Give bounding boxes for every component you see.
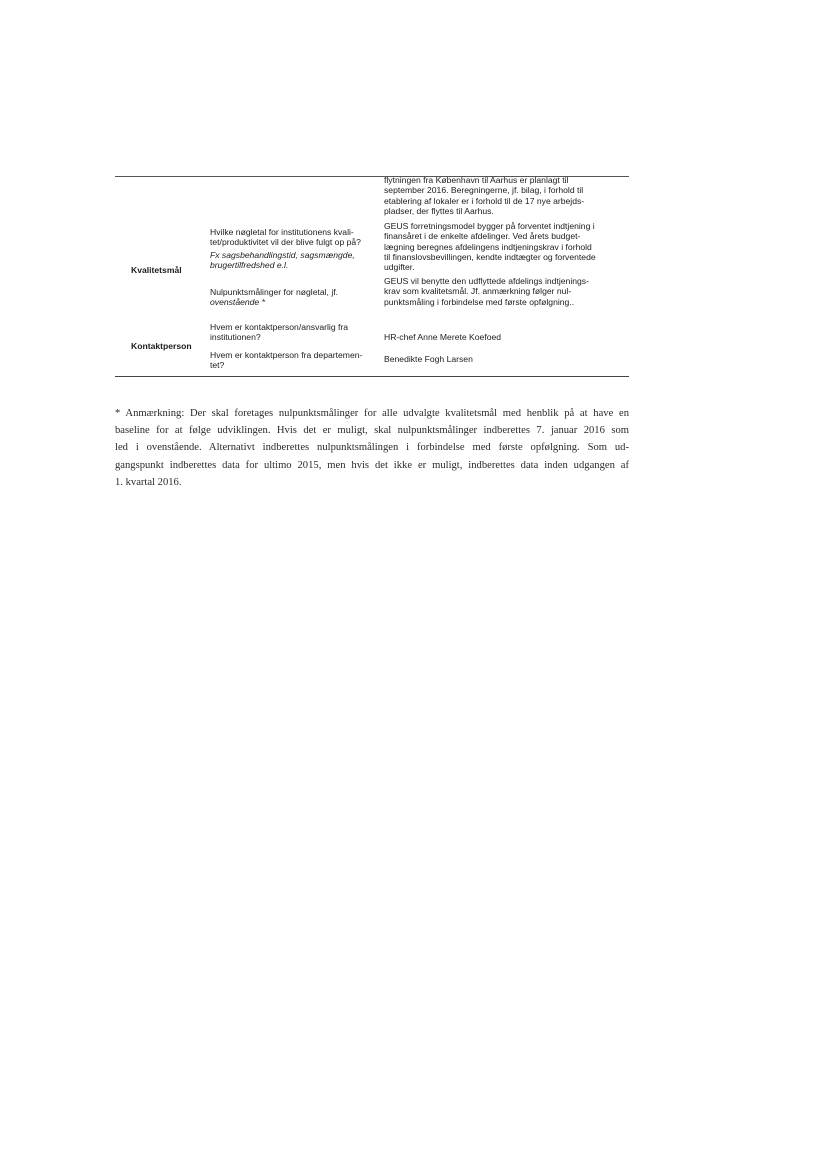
question-line: ovenstående * xyxy=(210,297,265,308)
continuation-line: september 2016. Beregningerne, jf. bilag, i forhold til xyxy=(384,185,584,196)
question-line: institutionen? xyxy=(210,332,261,343)
question-line: Hvem er kontaktperson/ansvarlig fra xyxy=(210,322,349,332)
question-line: tet/produktivitet vil der blive fulgt op på? xyxy=(210,237,361,248)
footnote-line: 1. kvartal 2016. xyxy=(115,476,182,488)
kvalitet-question-2 xyxy=(210,287,338,308)
answer-line: krav som kvalitetsmål. Jf. anmærkning følger nul- xyxy=(384,286,572,297)
question-line: Hvem er kontaktperson fra departemen- xyxy=(210,350,363,360)
question-example-line: Fx sagsbehandlingstid, sagsmængde, xyxy=(210,249,355,260)
continuation-text xyxy=(384,175,584,216)
kvalitet-answer-2 xyxy=(384,276,589,307)
question-line: Hvilke nøgletal for institutionens kvali- xyxy=(210,227,354,237)
question-example-line: brugertilfredshed e.l. xyxy=(210,259,289,270)
footnote xyxy=(115,405,629,491)
answer-line: GEUS forretningsmodel bygger på forventet indtjening i xyxy=(384,221,595,231)
continuation-line: pladser, der flyttes til Aarhus. xyxy=(384,205,494,216)
kontakt-answer-2: Benedikte Fogh Larsen xyxy=(384,354,473,364)
footnote-line: * Anmærkning: Der skal foretages nulpunktsmålinger for alle udvalgte kvalitetsmål med henblik på at have en xyxy=(115,408,629,419)
kvalitet-question-1 xyxy=(210,227,361,270)
answer-line: udgifter. xyxy=(384,262,415,273)
footnote-line: gangspunkt indberettes data for ultimo 2015, men hvis det ikke er muligt, indberettes data inden udgangen af xyxy=(115,459,629,471)
answer-line: lægning beregnes afdelingens indtjeningskrav i forhold xyxy=(384,241,592,252)
continuation-line: flytningen fra København til Aarhus er planlagt til xyxy=(384,175,569,185)
kontakt-question-1 xyxy=(210,322,348,343)
answer-line: finansåret i de enkelte afdelinger. Ved årets budget- xyxy=(384,231,581,242)
answer-line: GEUS vil benytte den udflyttede afdelings indtjenings- xyxy=(384,276,589,286)
row-label-kvalitetsmaal: Kvalitetsmål xyxy=(131,265,182,275)
footnote-line: led i ovenstående. Alternativt indberettes nulpunktsmålingen i forbindelse med første opfølgning. Som ud- xyxy=(115,442,629,454)
continuation-line: etablering af lokaler er i forhold til de 17 nye arbejds- xyxy=(384,195,585,206)
kontakt-question-2 xyxy=(210,350,362,371)
answer-line: til finanslovsbevillingen, kendte indtægter og forventede xyxy=(384,251,596,262)
question-line: Nulpunktsmålinger for nøgletal, jf. xyxy=(210,287,339,297)
answer-line: punktsmåling i forbindelse med første opfølgning.. xyxy=(384,296,575,307)
question-line: tet? xyxy=(210,360,225,371)
kvalitet-answer-1 xyxy=(384,221,596,272)
footnote-line: baseline for at følge udviklingen. Hvis det er muligt, skal nulpunktsmålinger indberettes 7. januar 2016 som xyxy=(115,425,629,437)
row-label-kontaktperson: Kontaktperson xyxy=(131,341,192,351)
table-bottom-rule xyxy=(115,376,629,377)
kontakt-answer-1: HR-chef Anne Merete Koefoed xyxy=(384,332,502,342)
